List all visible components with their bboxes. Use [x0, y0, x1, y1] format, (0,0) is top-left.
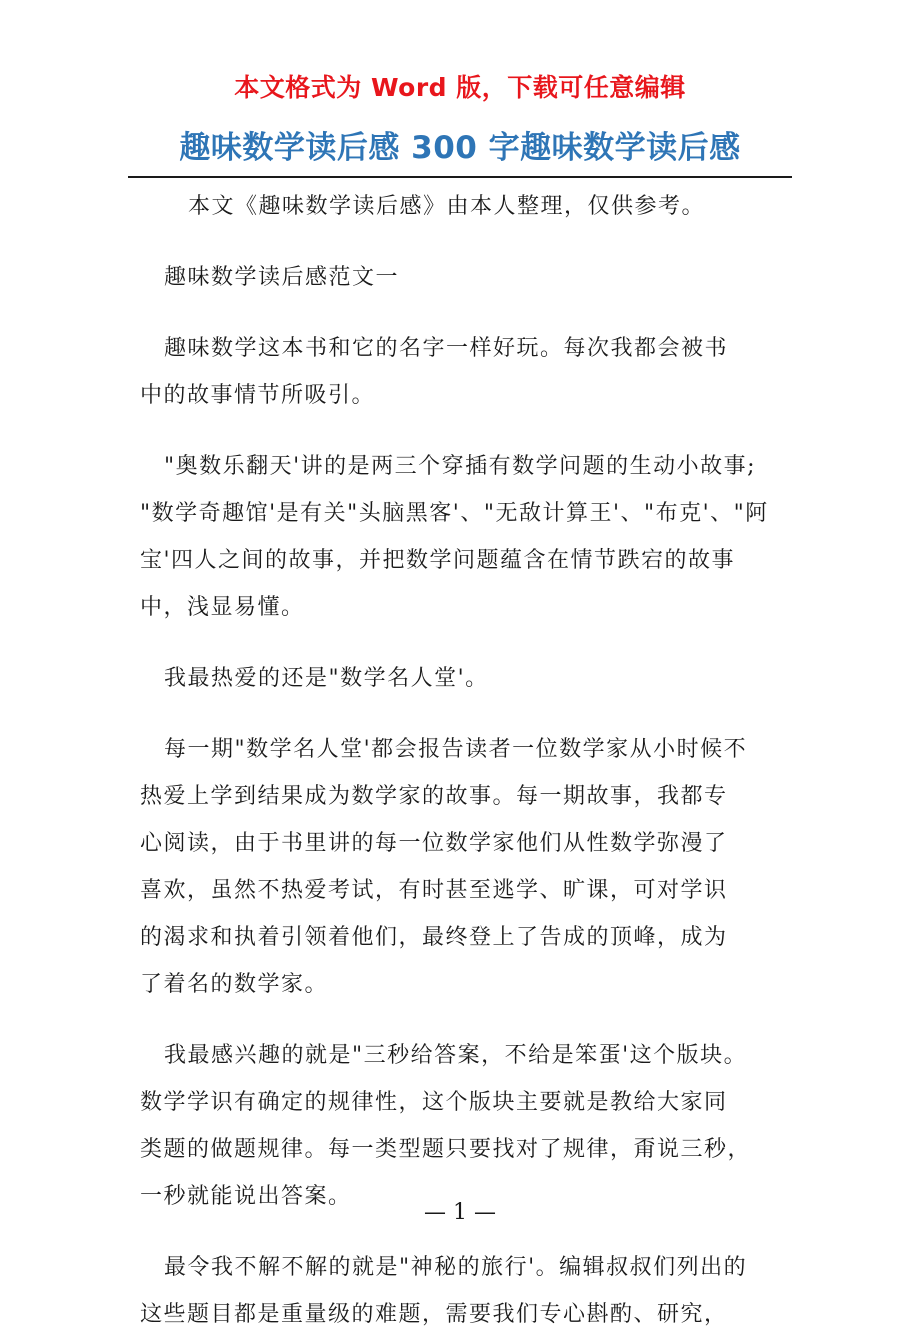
- paragraph-gap: [140, 419, 780, 443]
- paragraph-gap: [140, 1008, 780, 1032]
- paragraph-line: 趣味数学这本书和它的名字一样好玩。每次我都会被书: [164, 336, 729, 361]
- paragraph-line: 一秒就能说出答案。: [140, 1184, 352, 1209]
- paragraph-line: 了着名的数学家。: [140, 972, 329, 997]
- intro-line: 本文《趣味数学读后感》由本人整理，仅供参考。: [188, 194, 706, 219]
- paragraph-line: 这些题目都是重量级的难题，需要我们专心斟酌、研究，: [140, 1302, 728, 1327]
- paragraph-line: 的渴求和执着引领着他们，最终登上了告成的顶峰，成为: [140, 925, 728, 950]
- paragraph-gap: [140, 631, 780, 655]
- paragraph-line: 我最热爱的还是"数学名人堂'。: [164, 666, 489, 691]
- paragraph-line: "奥数乐翻天'讲的是两三个穿插有数学问题的生动小故事;: [164, 454, 757, 479]
- title-divider: [128, 176, 792, 178]
- page-number: — 1 —: [424, 1200, 496, 1225]
- paragraph-gap: [140, 702, 780, 726]
- document-body: [140, 183, 780, 1338]
- paragraph-line: 中，浅显易懂。: [140, 595, 305, 620]
- section-heading: 趣味数学读后感范文一: [164, 265, 400, 290]
- paragraph-line: "数学奇趣馆'是有关"头脑黑客'、"无敌计算王'、"布克'、"阿: [140, 501, 769, 526]
- paragraph-line: 喜欢，虽然不热爱考试，有时甚至逃学、旷课，可对学识: [140, 878, 728, 903]
- paragraph-line: 我最感兴趣的就是"三秒给答案，不给是笨蛋'这个版块。: [164, 1043, 748, 1068]
- format-banner: 本文格式为 Word 版，下载可任意编辑: [234, 73, 686, 102]
- paragraph-gap: [140, 230, 780, 254]
- paragraph-gap: [140, 301, 780, 325]
- paragraph-line: 宝'四人之间的故事，并把数学问题蕴含在情节跌宕的故事: [140, 548, 736, 573]
- paragraph-line: 热爱上学到结果成为数学家的故事。每一期故事，我都专: [140, 784, 728, 809]
- paragraph-line: 中的故事情节所吸引。: [140, 383, 376, 408]
- paragraph-line: 心阅读，由于书里讲的每一位数学家他们从性数学弥漫了: [140, 831, 728, 856]
- document-title: 趣味数学读后感 300 字趣味数学读后感: [179, 130, 741, 166]
- paragraph-line: 数学学识有确定的规律性，这个版块主要就是教给大家同: [140, 1090, 728, 1115]
- paragraph-line: 最令我不解不解的就是"神秘的旅行'。编辑叔叔们列出的: [164, 1255, 748, 1280]
- paragraph-line: 类题的做题规律。每一类型题只要找对了规律，甭说三秒，: [140, 1137, 752, 1162]
- paragraph-line: 每一期"数学名人堂'都会报告读者一位数学家从小时候不: [164, 737, 748, 762]
